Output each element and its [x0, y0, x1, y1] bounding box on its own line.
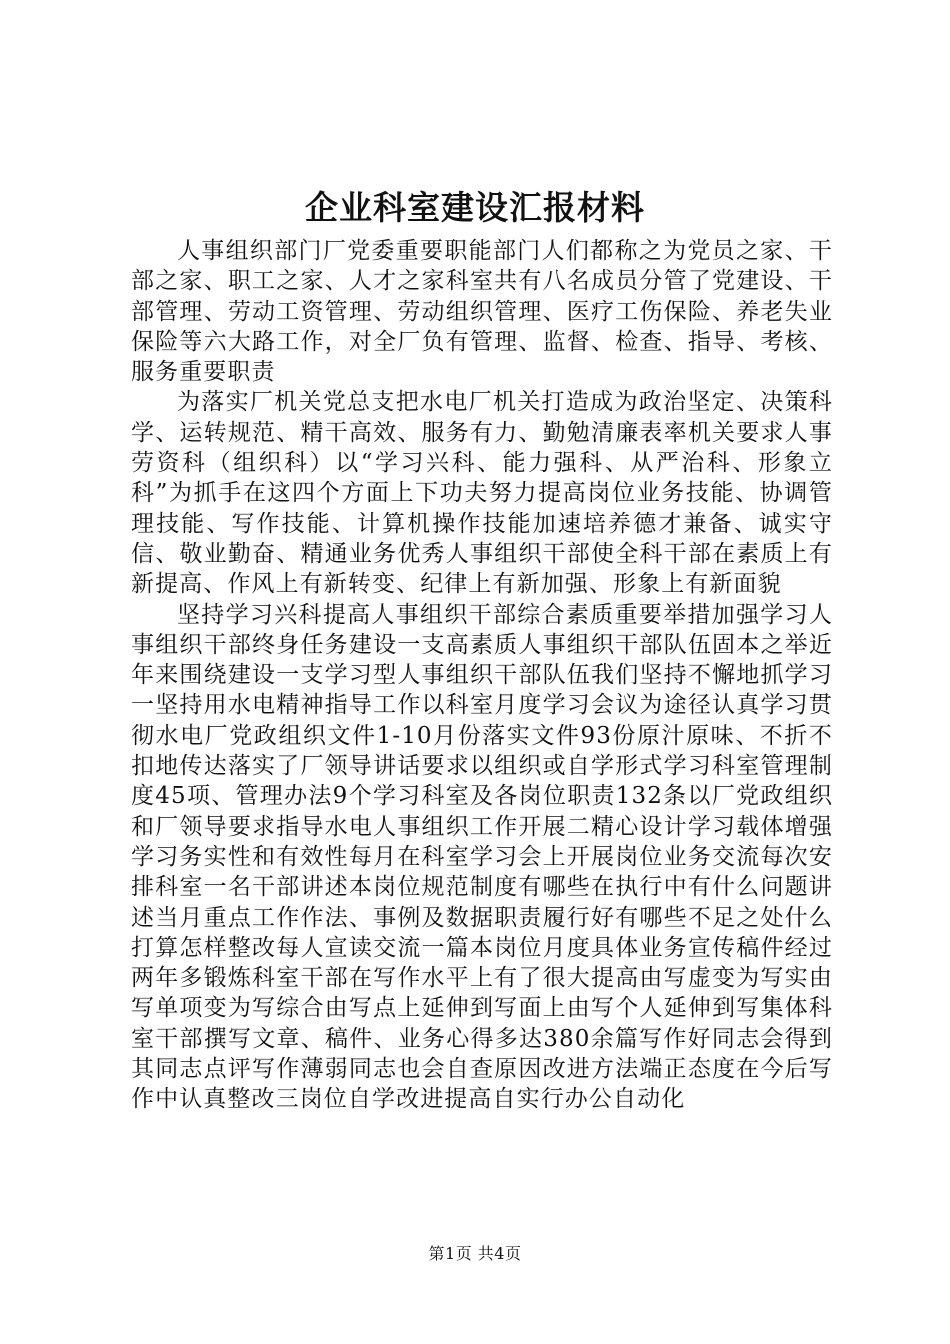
- paragraph-2: 为落实厂机关党总支把水电厂机关打造成为政治坚定、决策科学、运转规范、精干高效、服务有力、勤勉清廉表率机关要求人事劳资科（组织科）以“学习兴科、能力强科、从严治科、形象立科”为抓手在这四个方面上下功夫努力提高岗位业务技能、协调管理技能、写作技能、计算机操作技能加速培养德才兼备、诚实守信、敬业勤奋、精通业务优秀人事组织干部使全科干部在素质上有新提高、作风上有新转变、纪律上有新加强、形象上有新面貌: [131, 389, 833, 598]
- paragraph-1: 人事组织部门厂党委重要职能部门人们都称之为党员之家、干部之家、职工之家、人才之家科室共有八名成员分管了党建设、干部管理、劳动工资管理、劳动组织管理、医疗工伤保险、养老失业保险等六大路工作，对全厂负有管理、监督、检查、指导、考核、服务重要职责: [131, 238, 833, 386]
- document-title: 企业科室建设汇报材料: [305, 188, 645, 227]
- page-number-footer: 第1页 共4页: [428, 1244, 522, 1263]
- document-body: [131, 236, 833, 1115]
- paragraph-3: 坚持学习兴科提高人事组织干部综合素质重要举措加强学习人事组织干部终身任务建设一支高素质人事组织干部队伍固本之举近年来围绕建设一支学习型人事组织干部队伍我们坚持不懈地抓学习一坚持用水电精神指导工作以科室月度学习会议为途径认真学习贯彻水电厂党政组织文件1-10月份落实文件93份原汁原味、不折不扣地传达落实了厂领导讲话要求以组织或自学形式学习科室管理制度45项、管理办法9个学习科室及各岗位职责132条以厂党政组织和厂领导要求指导水电人事组织工作开展二精心设计学习载体增强学习务实性和有效性每月在科室学习会上开展岗位业务交流每次安排科室一名干部讲述本岗位规范制度有哪些在执行中有什么问题讲述当月重点工作作法、事例及数据职责履行好有哪些不足之处什么打算怎样整改每人宣读交流一篇本岗位月度具体业务宣传稿件经过两年多锻炼科室干部在写作水平上有了很大提高由写虚变为写实由写单项变为写综合由写点上延伸到写面上由写个人延伸到写集体科室干部撰写文章、稿件、业务心得多达380余篇写作好同志会得到其同志点评写作薄弱同志也会自查原因改进方法端正态度在今后写作中认真整改三岗位自学改进提高自实行办公自动化: [131, 601, 833, 1113]
